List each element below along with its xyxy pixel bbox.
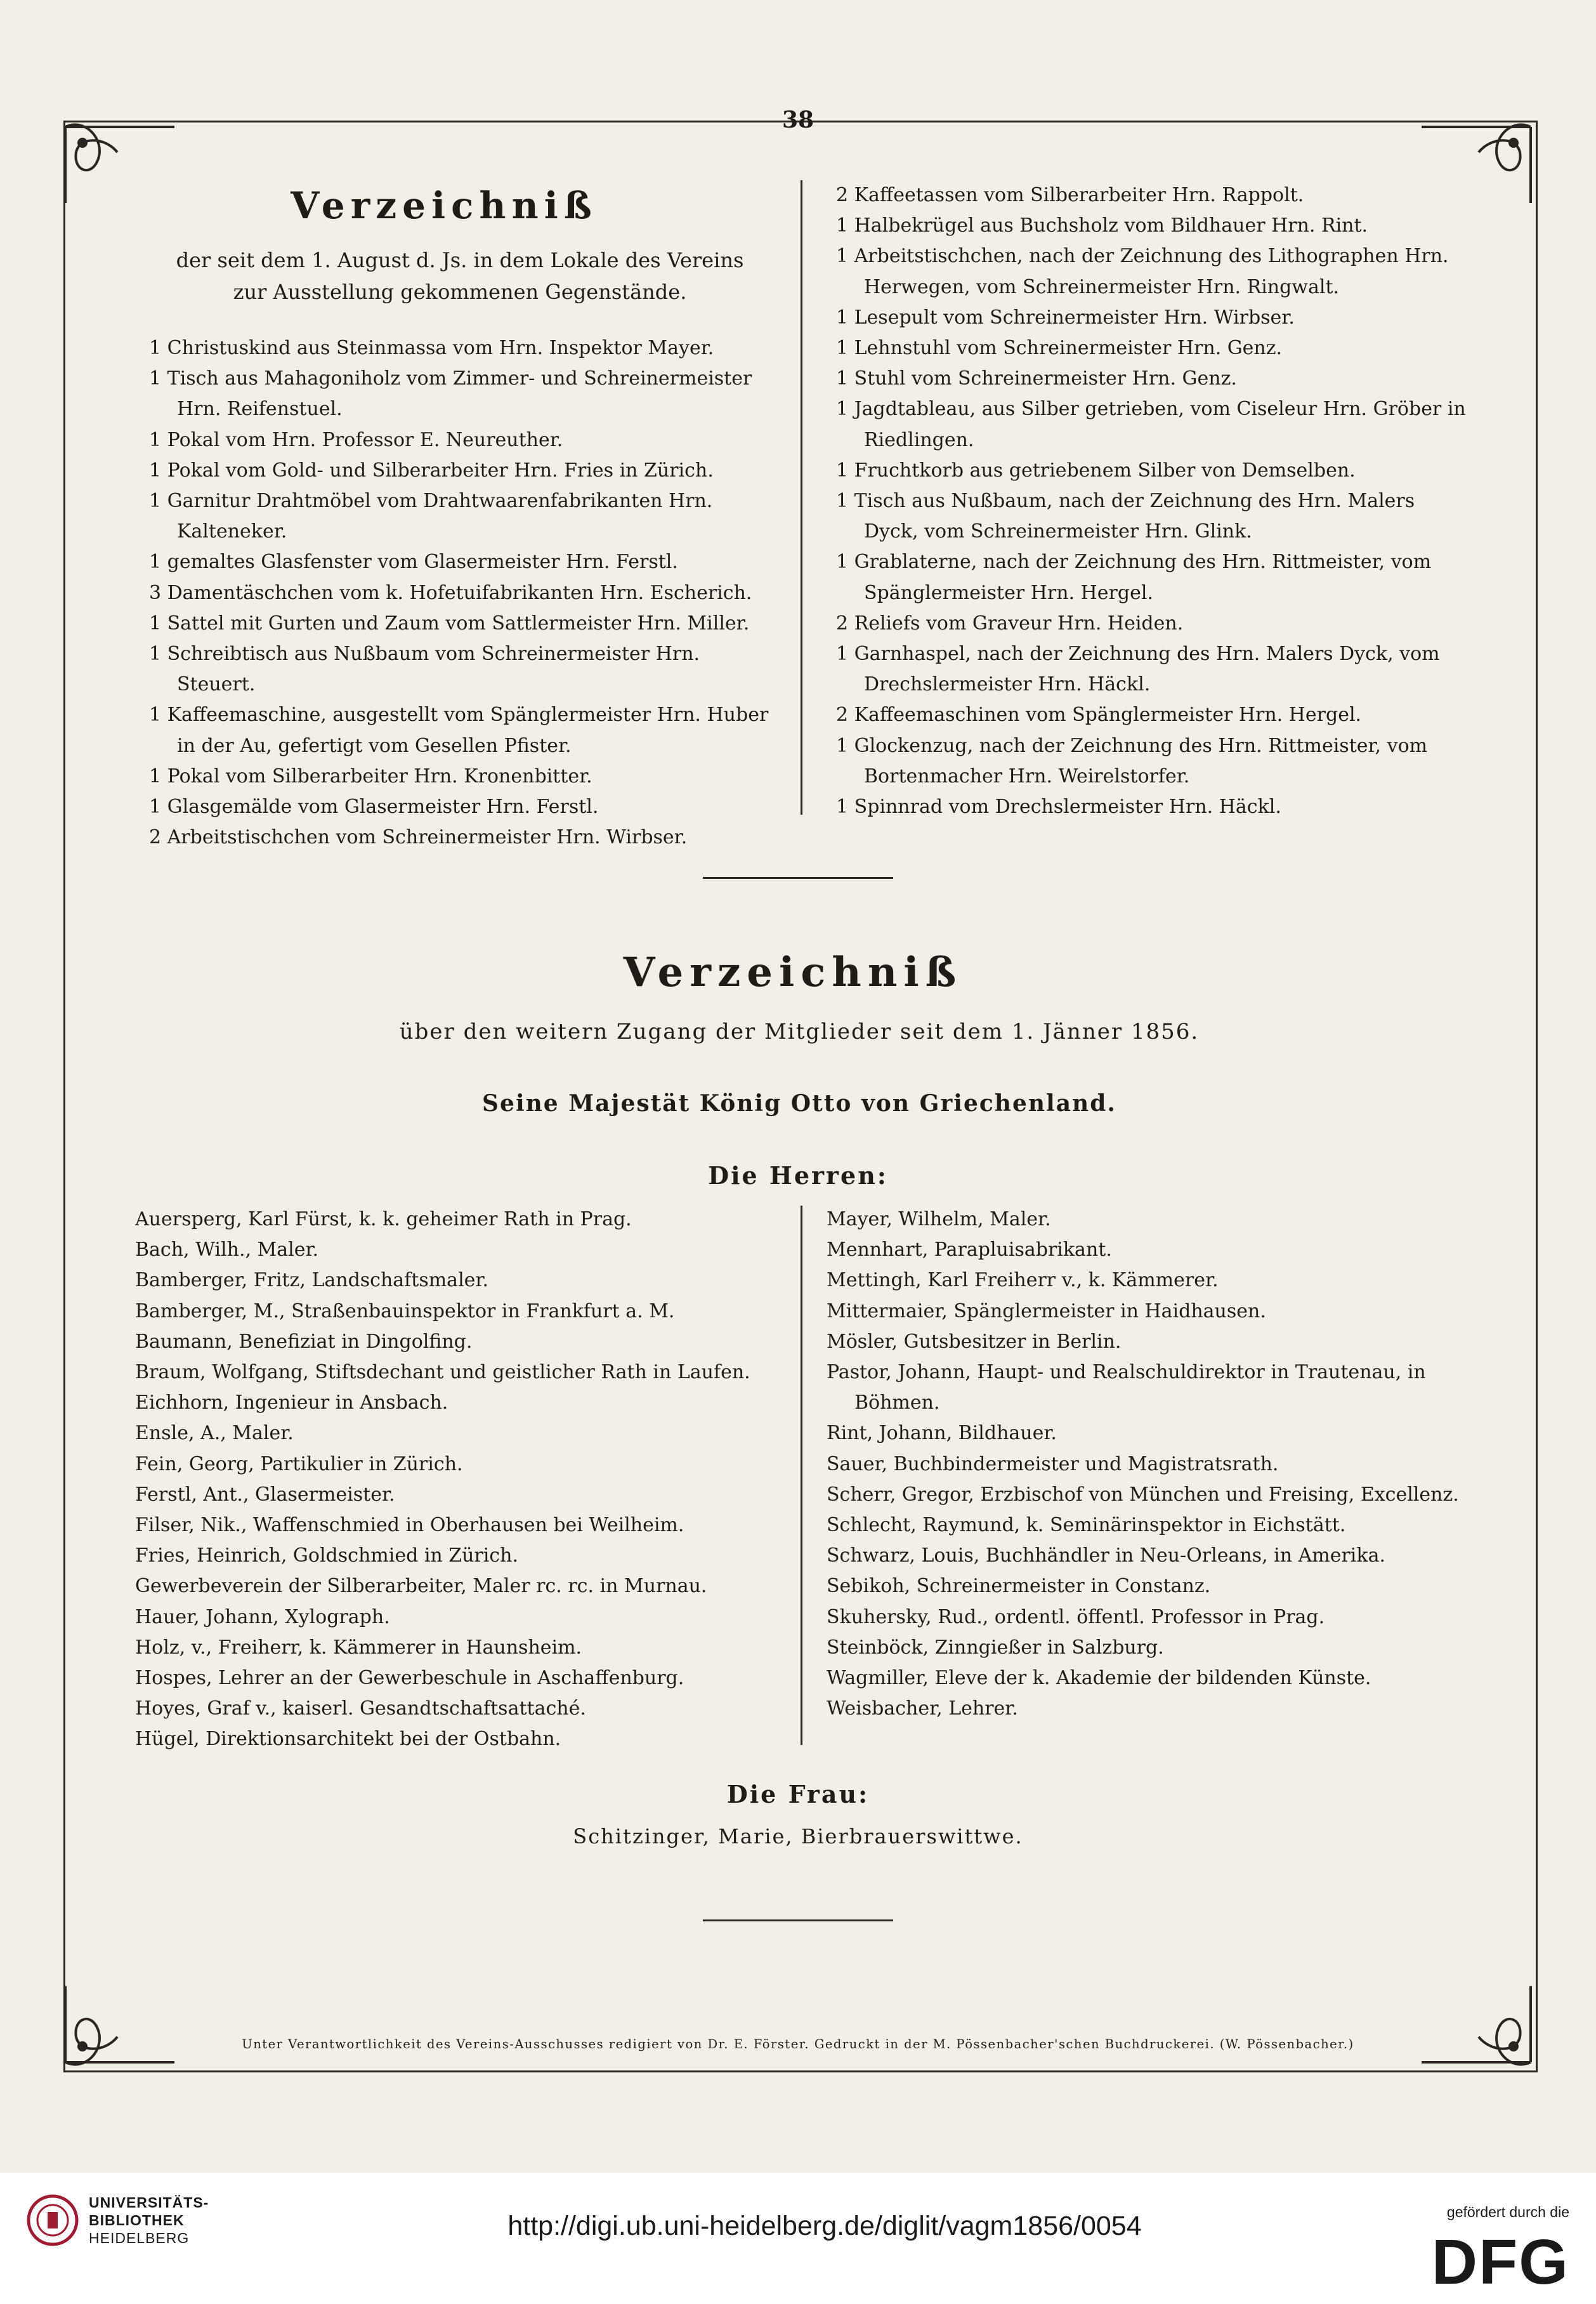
list-entry: Mettingh, Karl Freiherr v., k. Kämmerer. (827, 1269, 1219, 1292)
herren-heading: Die Herren: (708, 1161, 888, 1190)
list-entry: Pastor, Johann, Haupt- und Realschuldirektor in Trautenau, in Böhmen. (827, 1361, 1426, 1414)
list-entry: Schwarz, Louis, Buchhändler in Neu-Orleans, in Amerika. (827, 1544, 1386, 1567)
list-entry: 1 Pokal vom Silberarbeiter Hrn. Kronenbitter. (149, 765, 592, 787)
list-entry: Schlecht, Raymund, k. Seminärinspektor in Eichstätt. (827, 1514, 1346, 1537)
list-entry: 1 Glasgemälde vom Glasermeister Hrn. Ferstl. (149, 796, 599, 819)
column-divider (801, 180, 802, 815)
exhibition-list-subtitle (124, 244, 796, 308)
list-entry: Mösler, Gutsbesitzer in Berlin. (827, 1330, 1122, 1353)
list-entry: Ensle, A., Maler. (135, 1422, 294, 1445)
list-entry: Eichhorn, Ingenieur in Ansbach. (135, 1392, 448, 1414)
list-entry: Filser, Nik., Waffenschmied in Oberhausen bei Weilheim. (135, 1514, 684, 1537)
members-list-subtitle: über den weitern Zugang der Mitglieder seit dem 1. Jänner 1856. (399, 1019, 1200, 1044)
list-entry: 2 Reliefs vom Graveur Hrn. Heiden. (836, 612, 1184, 635)
list-entry: Weisbacher, Lehrer. (827, 1697, 1018, 1720)
list-entry: Ferstl, Ant., Glasermeister. (135, 1483, 395, 1506)
list-entry: 1 Stuhl vom Schreinermeister Hrn. Genz. (836, 367, 1237, 390)
list-entry: Mittermaier, Spänglermeister in Haidhausen. (827, 1300, 1266, 1322)
list-entry: 2 Kaffeetassen vom Silberarbeiter Hrn. Rappolt. (836, 184, 1304, 206)
list-entry: Mayer, Wilhelm, Maler. (827, 1208, 1051, 1230)
list-entry: 2 Kaffeemaschinen vom Spänglermeister Hrn. Hergel. (836, 704, 1362, 727)
list-entry: Bamberger, Fritz, Landschaftsmaler. (135, 1269, 488, 1292)
corner-ornament-bottom-right-icon (1415, 1980, 1536, 2075)
frau-heading: Die Frau: (726, 1780, 870, 1808)
list-entry: 1 Tisch aus Nußbaum, nach der Zeichnung des Hrn. Malers Dyck, vom Schreinermeister Hrn. Glink. (836, 490, 1415, 543)
column-divider (801, 1206, 802, 1745)
list-entry: 1 Jagdtableau, aus Silber getrieben, vom Ciseleur Hrn. Gröber in Riedlingen. (836, 398, 1466, 451)
library-name-line: UNIVERSITÄTS- (89, 2194, 209, 2211)
list-entry: 1 Schreibtisch aus Nußbaum vom Schreinermeister Hrn. Steuert. (149, 643, 700, 696)
list-entry: Skuhersky, Rud., ordentl. öffentl. Professor in Prag. (827, 1605, 1325, 1628)
list-entry: 1 Lehnstuhl vom Schreinermeister Hrn. Genz. (836, 337, 1283, 360)
dfg-logo: DFG (1431, 2227, 1569, 2298)
list-entry: Sauer, Buchbindermeister und Magistratsrath. (827, 1452, 1279, 1475)
list-entry: 1 Christuskind aus Steinmassa vom Hrn. Inspektor Mayer. (149, 337, 714, 359)
list-entry: Wagmiller, Eleve der k. Akademie der bildenden Künste. (827, 1667, 1371, 1690)
list-entry: 1 Halbekrügel aus Buchsholz vom Bildhauer Hrn. Rint. (836, 214, 1368, 237)
list-entry: 1 Grablaterne, nach der Zeichnung des Hrn. Rittmeister, vom Spänglermeister Hrn. Hergel. (836, 551, 1432, 604)
list-entry: 2 Arbeitstischchen vom Schreinermeister Hrn. Wirbser. (149, 826, 688, 849)
list-entry: 1 Pokal vom Gold- und Silberarbeiter Hrn. Fries in Zürich. (149, 459, 714, 482)
list-entry: 1 Pokal vom Hrn. Professor E. Neureuther. (149, 428, 563, 451)
list-entry: 1 Spinnrad vom Drechslermeister Hrn. Häckl. (836, 796, 1281, 819)
section-divider (703, 1919, 893, 1921)
list-entry: Holz, v., Freiherr, k. Kämmerer in Haunsheim. (135, 1636, 582, 1659)
list-entry: 1 Garnitur Drahtmöbel vom Drahtwaarenfabrikanten Hrn. Kalteneker. (149, 490, 713, 543)
list-entry: Braum, Wolfgang, Stiftsdechant und geistlicher Rath in Laufen. (135, 1361, 750, 1384)
list-entry: Mennhart, Parapluisabrikant. (827, 1239, 1112, 1261)
list-entry: Fries, Heinrich, Goldschmied in Zürich. (135, 1544, 519, 1567)
list-entry: 1 Arbeitstischchen, nach der Zeichnung des Lithographen Hrn. Herwegen, vom Schreinermeister Hrn. Ringwalt. (836, 245, 1449, 298)
page-number: 38 (782, 107, 814, 133)
list-entry: 1 Glockenzug, nach der Zeichnung des Hrn. Rittmeister, vom Bortenmacher Hrn. Weirelstorfer. (836, 734, 1428, 787)
members-left-column (135, 1204, 779, 1755)
list-entry: Steinböck, Zinngießer in Salzburg. (827, 1636, 1164, 1659)
list-entry: Hoyes, Graf v., kaiserl. Gesandtschaftsattaché. (135, 1697, 586, 1720)
section-divider (703, 877, 893, 879)
subtitle-line: zur Ausstellung gekommenen Gegenstände. (233, 280, 687, 304)
members-list-title: Verzeichniß (623, 949, 963, 996)
list-entry: 1 Garnhaspel, nach der Zeichnung des Hrn. Malers Dyck, vom Drechslermeister Hrn. Häckl. (836, 643, 1440, 696)
list-entry: Hospes, Lehrer an der Gewerbeschule in Aschaffenburg. (135, 1667, 684, 1690)
library-name-line: BIBLIOTHEK (89, 2212, 185, 2228)
funding-caption: gefördert durch die (1446, 2204, 1569, 2220)
list-entry: 1 Tisch aus Mahagoniholz vom Zimmer- und Schreinermeister Hrn. Reifenstuel. (149, 367, 752, 421)
library-name-line: HEIDELBERG (89, 2230, 190, 2246)
list-entry: 1 Fruchtkorb aus getriebenem Silber von Demselben. (836, 459, 1356, 482)
corner-ornament-bottom-left-icon (60, 1980, 181, 2075)
list-entry: Bamberger, M., Straßenbauinspektor in Frankfurt a. M. (135, 1300, 675, 1322)
list-entry: Hügel, Direktionsarchitekt bei der Ostbahn. (135, 1728, 561, 1751)
majesty-entry: Seine Majestät König Otto von Griechenland. (482, 1090, 1116, 1117)
list-entry: Auersperg, Karl Fürst, k. k. geheimer Rath in Prag. (135, 1208, 632, 1230)
list-entry: Baumann, Benefiziat in Dingolfing. (135, 1330, 473, 1353)
list-entry: Gewerbeverein der Silberarbeiter, Maler rc. rc. in Murnau. (135, 1575, 707, 1598)
university-library-seal-icon (27, 2194, 79, 2246)
subtitle-line: der seit dem 1. August d. Js. in dem Lokale des Vereins (176, 248, 744, 272)
exhibited-items-left-column (149, 333, 780, 853)
list-entry: 1 Lesepult vom Schreinermeister Hrn. Wirbser. (836, 306, 1295, 329)
members-right-column (827, 1204, 1474, 1724)
list-entry: Rint, Johann, Bildhauer. (827, 1422, 1057, 1445)
frau-member-entry: Schitzinger, Marie, Bierbrauerswittwe. (573, 1824, 1023, 1848)
list-entry: Hauer, Johann, Xylograph. (135, 1605, 390, 1628)
list-entry: 1 Sattel mit Gurten und Zaum vom Sattlermeister Hrn. Miller. (149, 612, 750, 635)
list-entry: Fein, Georg, Partikulier in Zürich. (135, 1452, 463, 1475)
source-url-link[interactable]: http://digi.ub.uni-heidelberg.de/diglit/vagm1856/0054 (507, 2211, 1142, 2241)
list-entry: Bach, Wilh., Maler. (135, 1239, 319, 1261)
exhibited-items-right-column (836, 180, 1470, 822)
exhibition-list-title: Verzeichniß (291, 184, 598, 227)
list-entry: Scherr, Gregor, Erzbischof von München und Freising, Excellenz. (827, 1483, 1459, 1506)
list-entry: 3 Damentäschchen vom k. Hofetuifabrikanten Hrn. Escherich. (149, 581, 752, 604)
list-entry: Sebikoh, Schreinermeister in Constanz. (827, 1575, 1211, 1598)
list-entry: 1 Kaffeemaschine, ausgestellt vom Spänglermeister Hrn. Huber in der Au, gefertigt vom Gesellen Pfister. (149, 704, 769, 757)
list-entry: 1 gemaltes Glasfenster vom Glasermeister Hrn. Ferstl. (149, 551, 678, 574)
imprint-line: Unter Verantwortlichkeit des Vereins-Ausschusses redigiert von Dr. E. Förster. Gedruckt in der M. Pössenbacher'schen Buchdruckerei. (W. Pössenbacher.) (242, 2037, 1354, 2051)
corner-ornament-top-left-icon (60, 114, 181, 209)
